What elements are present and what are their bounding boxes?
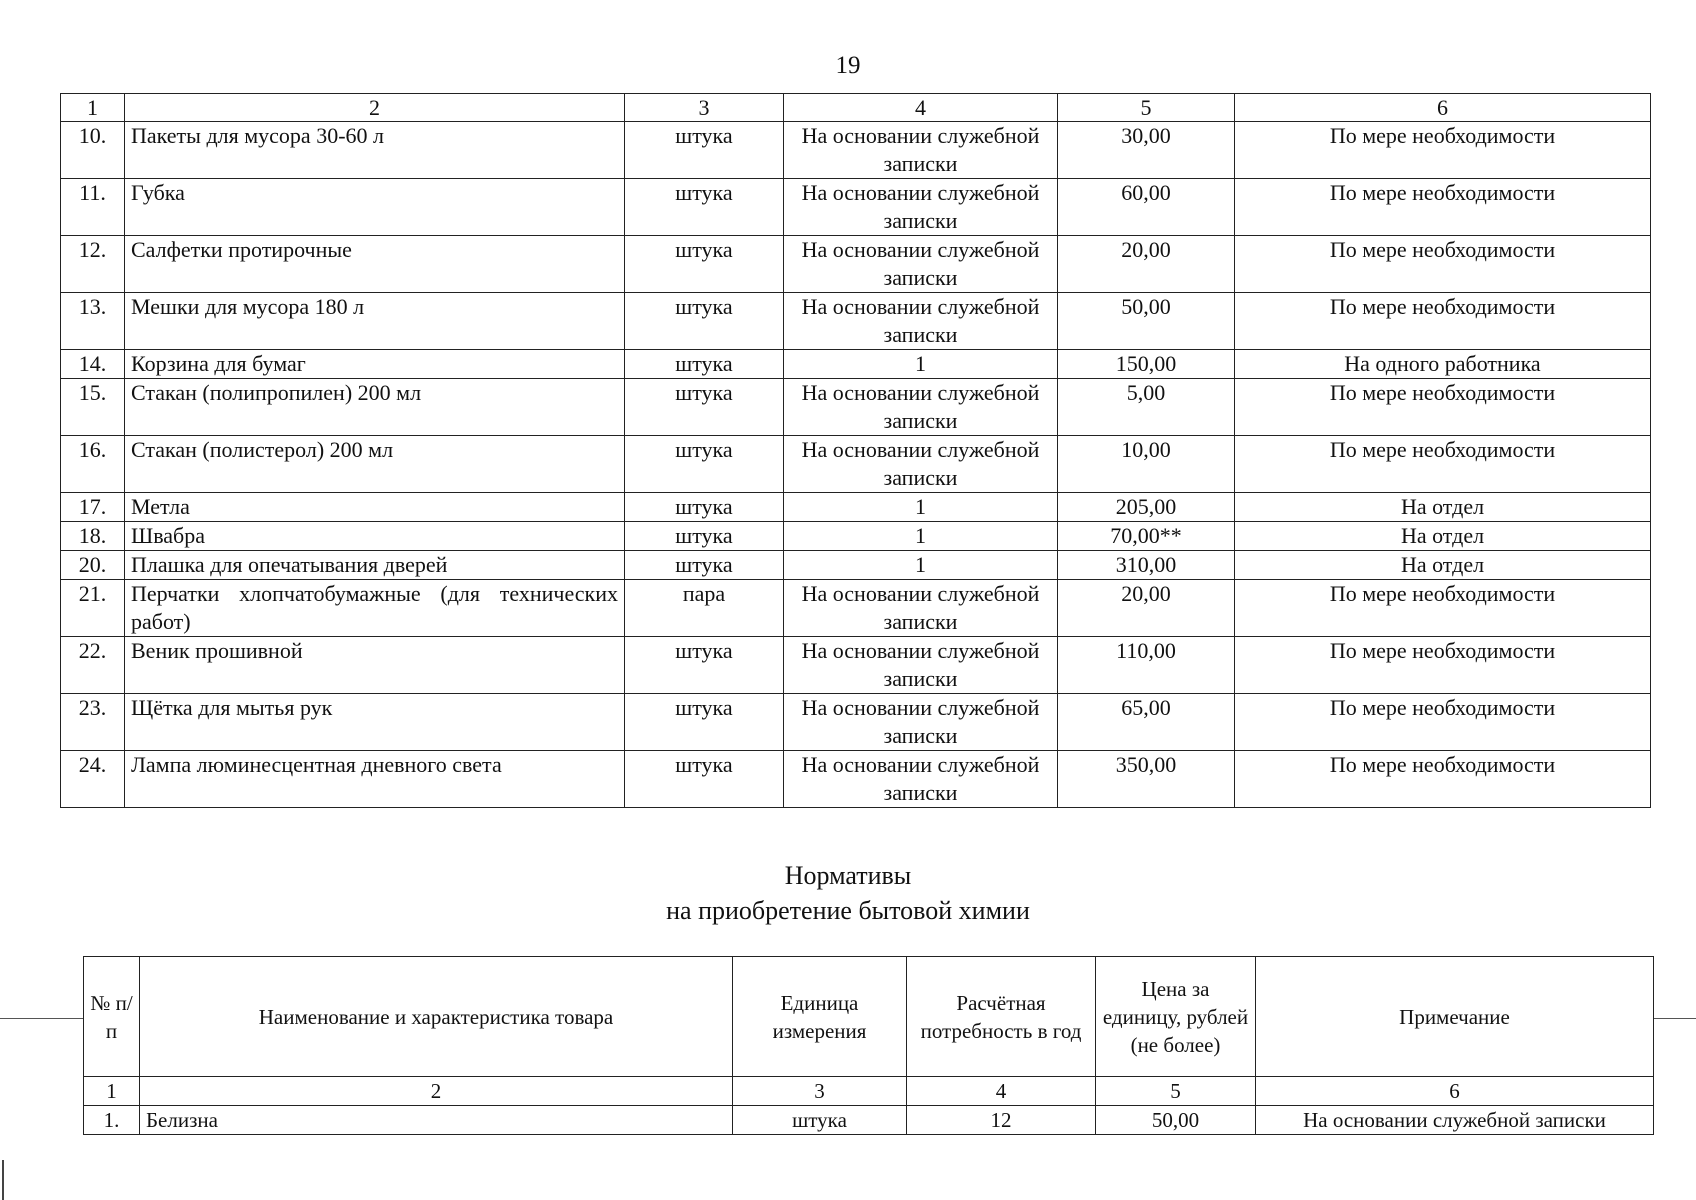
scan-edge-mark <box>2 1160 4 1200</box>
table-row <box>61 379 1651 436</box>
item-name: Щётка для мытья рук <box>125 694 625 751</box>
item-need: На основании служебной записки <box>784 379 1058 436</box>
item-price: 10,00 <box>1058 436 1235 493</box>
item-note: На отдел <box>1235 551 1651 580</box>
item-note: По мере необходимости <box>1235 122 1651 179</box>
scan-line-left <box>0 1018 83 1019</box>
column-index: 2 <box>140 1077 733 1106</box>
row-number: 20. <box>61 551 125 580</box>
head-unit: Единица измерения <box>733 957 907 1077</box>
item-need: На основании служебной записки <box>784 694 1058 751</box>
item-note: По мере необходимости <box>1235 637 1651 694</box>
column-index: 1 <box>84 1077 140 1106</box>
item-unit: штука <box>625 379 784 436</box>
table-row <box>61 293 1651 350</box>
table-row <box>61 179 1651 236</box>
item-note: На основании служебной записки <box>1256 1106 1654 1135</box>
scan-line-right <box>1653 1018 1696 1019</box>
item-unit: штука <box>625 522 784 551</box>
item-unit: штука <box>625 350 784 379</box>
item-note: По мере необходимости <box>1235 179 1651 236</box>
table-head-row <box>84 957 1654 1077</box>
household-chemicals-table <box>83 956 1654 1135</box>
row-number: 22. <box>61 637 125 694</box>
section-subtitle: на приобретение бытовой химии <box>666 896 1030 925</box>
table-row <box>61 551 1651 580</box>
item-need: На основании служебной записки <box>784 293 1058 350</box>
item-need: 1 <box>784 551 1058 580</box>
item-need: 1 <box>784 522 1058 551</box>
column-index: 1 <box>61 94 125 122</box>
column-index: 3 <box>625 94 784 122</box>
table-row <box>61 580 1651 637</box>
item-need: На основании служебной записки <box>784 637 1058 694</box>
column-index: 6 <box>1256 1077 1654 1106</box>
item-name: Метла <box>125 493 625 522</box>
head-note: Примечание <box>1256 957 1654 1077</box>
row-number: 16. <box>61 436 125 493</box>
item-need: На основании служебной записки <box>784 580 1058 637</box>
table-row <box>61 493 1651 522</box>
item-name: Губка <box>125 179 625 236</box>
table-row <box>84 1106 1654 1135</box>
item-name: Пакеты для мусора 30-60 л <box>125 122 625 179</box>
item-price: 110,00 <box>1058 637 1235 694</box>
table-index-row <box>84 1077 1654 1106</box>
row-number: 15. <box>61 379 125 436</box>
item-note: На отдел <box>1235 493 1651 522</box>
item-name: Лампа люминесцентная дневного света <box>125 751 625 808</box>
item-price: 30,00 <box>1058 122 1235 179</box>
item-unit: штука <box>625 293 784 350</box>
item-unit: штука <box>625 236 784 293</box>
column-index: 6 <box>1235 94 1651 122</box>
item-price: 50,00 <box>1096 1106 1256 1135</box>
item-price: 50,00 <box>1058 293 1235 350</box>
item-price: 5,00 <box>1058 379 1235 436</box>
item-unit: штука <box>625 493 784 522</box>
column-index: 5 <box>1058 94 1235 122</box>
head-price: Цена за единицу, рублей (не более) <box>1096 957 1256 1077</box>
row-number: 13. <box>61 293 125 350</box>
table-row <box>61 522 1651 551</box>
item-price: 150,00 <box>1058 350 1235 379</box>
table-row <box>61 122 1651 179</box>
item-note: По мере необходимости <box>1235 379 1651 436</box>
row-number: 18. <box>61 522 125 551</box>
item-unit: штука <box>625 436 784 493</box>
table-row <box>61 637 1651 694</box>
row-number: 21. <box>61 580 125 637</box>
row-number: 14. <box>61 350 125 379</box>
item-note: По мере необходимости <box>1235 236 1651 293</box>
item-note: По мере необходимости <box>1235 436 1651 493</box>
item-price: 20,00 <box>1058 580 1235 637</box>
item-price: 310,00 <box>1058 551 1235 580</box>
item-price: 20,00 <box>1058 236 1235 293</box>
column-index: 5 <box>1096 1077 1256 1106</box>
item-need: 12 <box>907 1106 1096 1135</box>
item-unit: штука <box>625 637 784 694</box>
item-note: По мере необходимости <box>1235 751 1651 808</box>
item-unit: штука <box>625 122 784 179</box>
item-need: 1 <box>784 493 1058 522</box>
item-need: На основании служебной записки <box>784 751 1058 808</box>
item-price: 205,00 <box>1058 493 1235 522</box>
item-price: 65,00 <box>1058 694 1235 751</box>
item-note: По мере необходимости <box>1235 694 1651 751</box>
item-name: Стакан (полистерол) 200 мл <box>125 436 625 493</box>
item-name: Плашка для опечатывания дверей <box>125 551 625 580</box>
item-need: На основании служебной записки <box>784 179 1058 236</box>
item-unit: штука <box>625 551 784 580</box>
row-number: 11. <box>61 179 125 236</box>
table-row <box>61 751 1651 808</box>
item-note: На отдел <box>1235 522 1651 551</box>
column-index: 4 <box>907 1077 1096 1106</box>
supplies-table <box>60 93 1651 808</box>
row-number: 12. <box>61 236 125 293</box>
row-number: 17. <box>61 493 125 522</box>
column-index: 4 <box>784 94 1058 122</box>
head-need: Расчётная потребность в год <box>907 957 1096 1077</box>
item-unit: пара <box>625 580 784 637</box>
item-price: 350,00 <box>1058 751 1235 808</box>
item-unit: штука <box>625 694 784 751</box>
table-row <box>61 694 1651 751</box>
row-number: 1. <box>84 1106 140 1135</box>
item-unit: штука <box>733 1106 907 1135</box>
item-name: Стакан (полипропилен) 200 мл <box>125 379 625 436</box>
section-title: Нормативы <box>784 861 912 890</box>
table-row <box>61 436 1651 493</box>
column-index: 3 <box>733 1077 907 1106</box>
item-note: На одного работника <box>1235 350 1651 379</box>
item-name: Белизна <box>140 1106 733 1135</box>
item-unit: штука <box>625 179 784 236</box>
item-price: 70,00** <box>1058 522 1235 551</box>
item-note: По мере необходимости <box>1235 293 1651 350</box>
row-number: 10. <box>61 122 125 179</box>
table-row <box>61 236 1651 293</box>
page-number: 19 <box>835 52 861 79</box>
item-name: Веник прошивной <box>125 637 625 694</box>
table-header-row <box>61 94 1651 122</box>
item-name: Мешки для мусора 180 л <box>125 293 625 350</box>
row-number: 24. <box>61 751 125 808</box>
item-name: Перчатки хлопчатобумажные (для технических работ) <box>125 580 625 637</box>
item-note: По мере необходимости <box>1235 580 1651 637</box>
table-row <box>61 350 1651 379</box>
item-need: На основании служебной записки <box>784 436 1058 493</box>
head-num: № п/п <box>84 957 140 1077</box>
item-name: Корзина для бумаг <box>125 350 625 379</box>
item-price: 60,00 <box>1058 179 1235 236</box>
item-name: Швабра <box>125 522 625 551</box>
column-index: 2 <box>125 94 625 122</box>
item-need: 1 <box>784 350 1058 379</box>
item-unit: штука <box>625 751 784 808</box>
item-name: Салфетки протирочные <box>125 236 625 293</box>
item-need: На основании служебной записки <box>784 236 1058 293</box>
row-number: 23. <box>61 694 125 751</box>
item-need: На основании служебной записки <box>784 122 1058 179</box>
head-name: Наименование и характеристика товара <box>140 957 733 1077</box>
